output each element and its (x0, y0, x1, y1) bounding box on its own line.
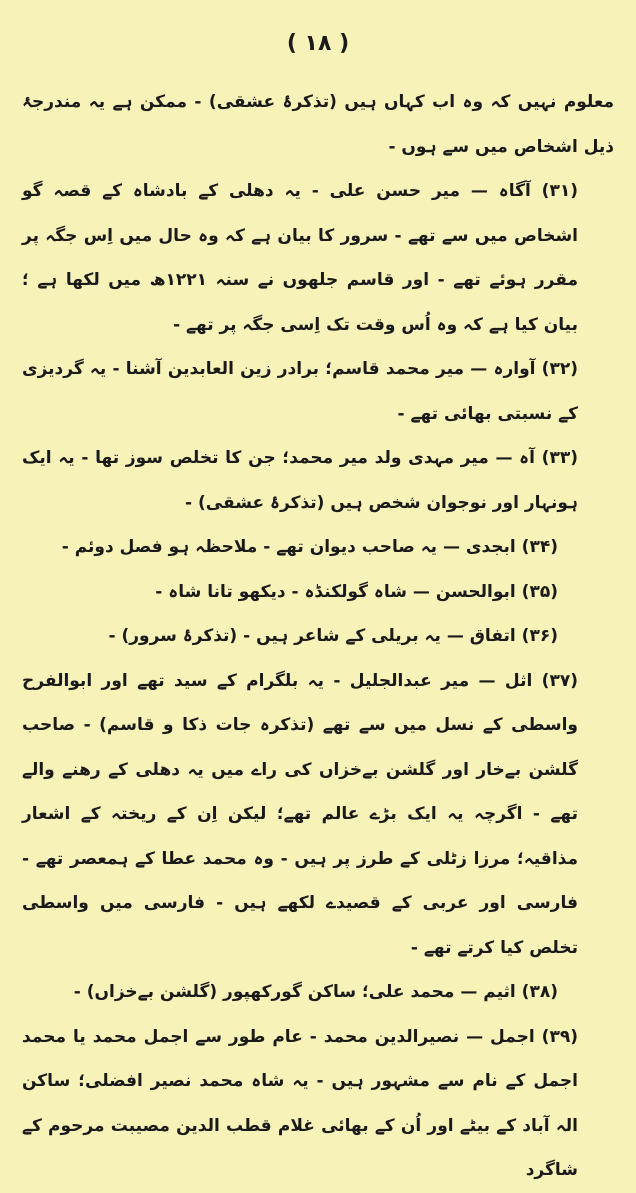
entry-34-abjadi: (۳۴) ابجدی — یہ صاحب دیوان تھے - ملاحظہ ہو فصل دوئم - (61, 537, 558, 557)
entry-39-ajmal: (۳۹) اجمل — نصیرالدین محمد - عام طور سے اجمل محمد یا محمد اجمل کے نام سے مشہور ہیں - یہ شاہ محمد نصیر افضلی؛ ساکن الہ آباد کے بیٹے اور اُن کے بھائی غلام قطب الدین مصیبت مرحوم کے شاگرد (22, 1026, 578, 1180)
paragraph-intro: معلوم نہیں کہ وہ اب کہاں ہیں (تذکرۂ عشقی) - ممکن ہے یہ مندرجۂ ذیل اشخاص میں سے ہوں - (22, 92, 614, 157)
document-body (22, 80, 614, 1193)
entry-36-ittifaq: (۳۶) اتفاق — یہ بریلی کے شاعر ہیں - (تذکرۂ سرور) - (108, 626, 558, 646)
page-number: ( ۱۸ ) (286, 31, 350, 56)
entry-32-awara: (۳۲) آوارہ — میر محمد قاسم؛ برادر زین العابدین آشنا - یہ گردیزی کے نسبتی بھائی تھے - (22, 359, 578, 424)
entry-38-asim: (۳۸) اثیم — محمد علی؛ ساکن گورکھپور (گلشن بےخزاں) - (73, 982, 558, 1002)
entry-31-aagah: (۳۱) آگاہ — میر حسن علی - یہ دھلی کے بادشاہ کے قصہ گو اشخاص میں سے تھے - سرور کا بیان ہے کہ وہ حال میں اِس جگہ پر مقرر ہوئے تھے - اور قاسم جلھوں نے سنہ ۱۲۲۱ھ میں لکھا ہے ؛ بیان کیا ہے کہ وہ اُس وقت تک اِسی جگہ پر تھے - (22, 181, 578, 335)
entry-33-aah: (۳۳) آہ — میر مہدی ولد میر محمد؛ جن کا تخلص سوز تھا - یہ ایک ہونہار اور نوجوان شخص ہیں (تذکرۂ عشقی) - (22, 448, 578, 513)
entry-35-abul-hasan: (۳۵) ابوالحسن — شاہ گولکنڈہ - دیکھو تانا شاہ - (155, 581, 558, 602)
entry-37-asl: (۳۷) اثل — میر عبدالجلیل - یہ بلگرام کے سید تھے اور ابوالفرح واسطی کے نسل میں سے تھے (تذکرہ جات ذکا و قاسم) - صاحب گلشن بےخار اور گلشن بےخزاں کی راے میں یہ دھلی کے رھنے والے تھے - اگرچہ یہ ایک بڑے عالم تھے؛ لیکن اِن کے ریختہ کے اشعار مذاقیہ؛ مرزا زٹلی کے طرز پر ہیں - وہ محمد عطا کے ہمعصر تھے - فارسی اور عربی کے قصیدے لکھے ہیں - فارسی میں واسطی تخلص کیا کرتے تھے - (22, 670, 578, 958)
